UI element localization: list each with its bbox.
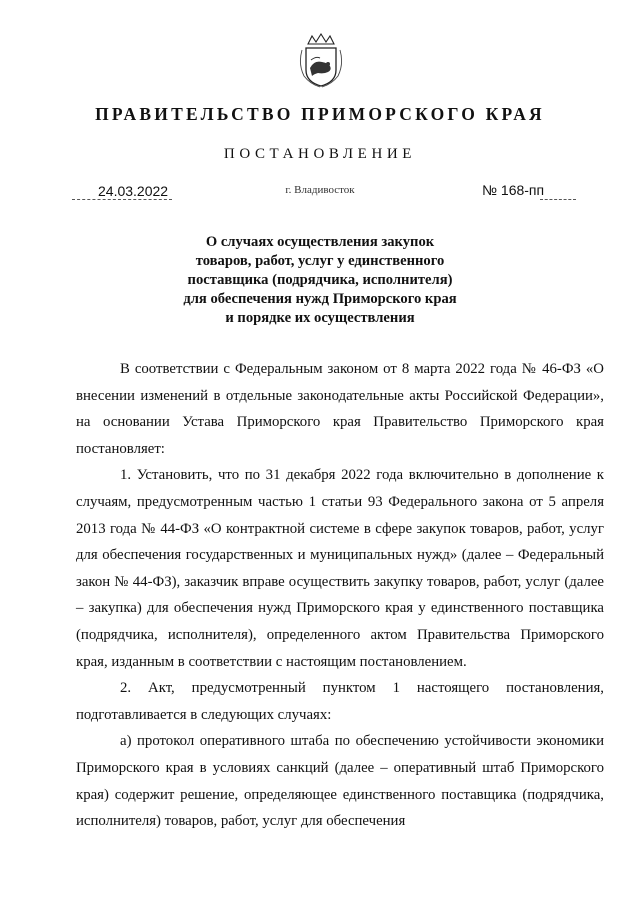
coat-of-arms-icon — [298, 30, 344, 88]
document-number: № 168-пп — [482, 182, 545, 198]
document-subject — [150, 233, 490, 328]
subject-line: О случаях осуществления закупок — [205, 234, 435, 250]
document-type: ПОСТАНОВЛЕНИЕ — [223, 146, 417, 162]
government-title: ПРАВИТЕЛЬСТВО ПРИМОРСКОГО КРАЯ — [95, 104, 545, 124]
subject-line: и порядке их осуществления — [225, 310, 415, 326]
subject-line: для обеспечения нужд Приморского края — [183, 291, 457, 307]
subject-line: товаров, работ, услуг у единственного — [195, 253, 445, 269]
subject-line: поставщика (подрядчика, исполнителя) — [187, 272, 453, 288]
date-underline — [72, 199, 172, 200]
paragraph-preamble: В соответствии с Федеральным законом от 8 марта 2022 года № 46-ФЗ «О внесении изменений в отдельные законодательные акты Российской Федерации», на основании Устава Приморского края Правительство Приморского края постановляет: — [76, 361, 604, 457]
document-city: г. Владивосток — [285, 184, 355, 196]
number-underline — [540, 199, 576, 200]
paragraph-item-2: 2. Акт, предусмотренный пунктом 1 настоящего постановления, подготавливается в следующих случаях: — [76, 680, 604, 723]
paragraph-item-1: 1. Установить, что по 31 декабря 2022 года включительно в дополнение к случаям, предусмотренным частью 1 статьи 93 Федерального закона от 5 апреля 2013 года № 44-ФЗ «О контрактной системе в сфере закупок товаров, работ, услуг для обеспечения государственных и муниципальных нужд» (далее – Федеральный закон № 44-ФЗ), заказчик вправе осуществить закупку товаров, работ, услуг (далее – закупка) для обеспечения нужд Приморского края у единственного поставщика (подрядчика, исполнителя), определенного актом Правительства Приморского края, изданным в соответствии с настоящим постановлением. — [76, 467, 604, 670]
paragraph-item-2a: а) протокол оперативного штаба по обеспечению устойчивости экономики Приморского края в условиях санкций (далее – оперативный штаб Приморского края) содержит решение, определяющее единственного поставщика (подрядчика, исполнителя) товаров, работ, услуг для обеспечения — [76, 733, 604, 830]
document-body — [76, 356, 604, 835]
document-date: 24.03.2022 — [98, 183, 169, 199]
